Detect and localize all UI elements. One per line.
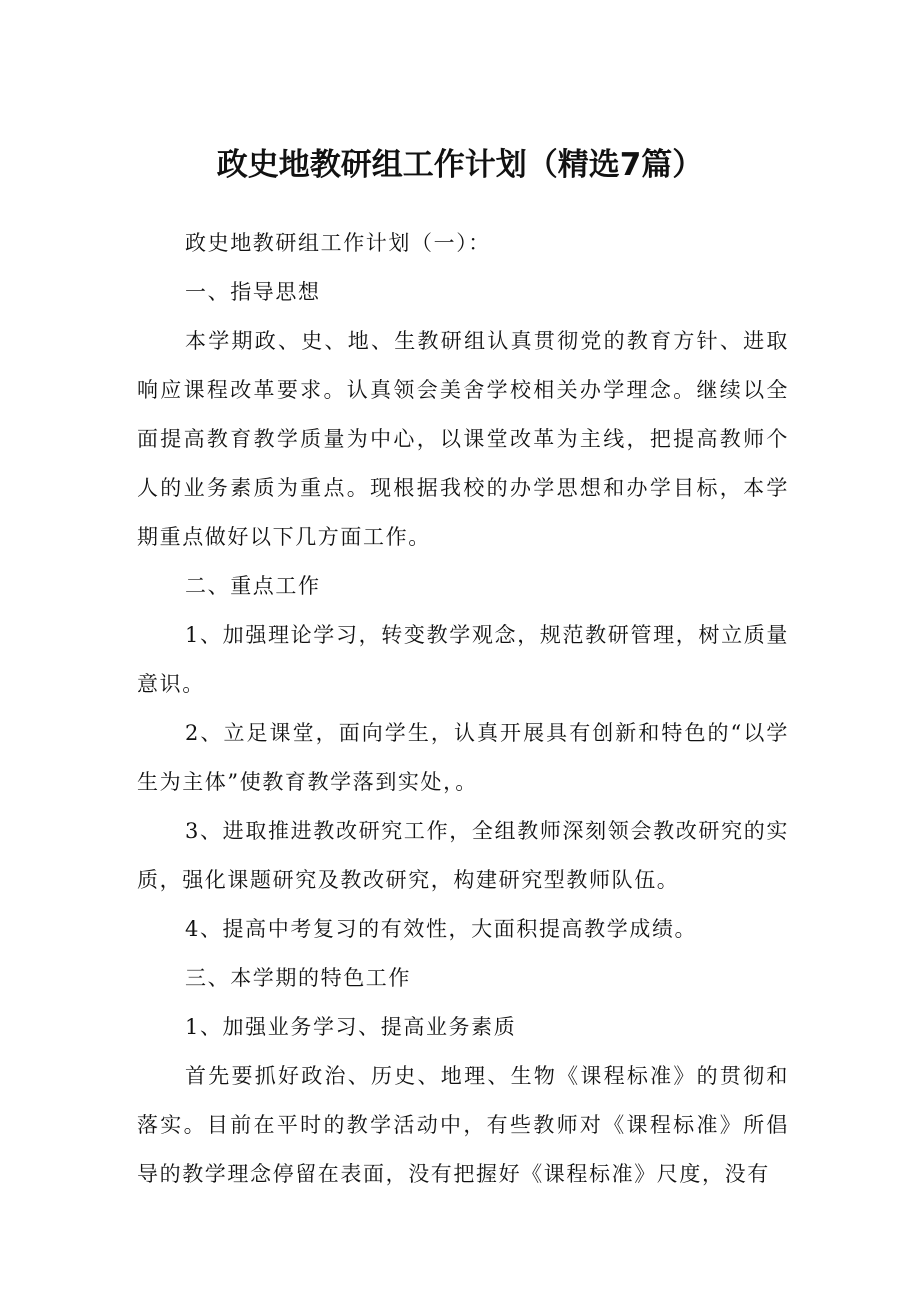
list-item: 1、加强业务学习、提高业务素质	[185, 1015, 517, 1039]
subheading: 三、本学期的特色工作	[185, 966, 411, 990]
document-body	[137, 219, 789, 1199]
list-item: 3、进取推进教改研究工作，全组教师深刻领会教改研究的实质，强化课题研究及教改研究，构建研究型教师队伍。	[137, 819, 789, 892]
paragraph: 首先要抓好政治、历史、地理、生物《课程标准》的贯彻和落实。目前在平时的教学活动中，有些教师对《课程标准》所倡导的教学理念停留在表面，没有把握好《课程标准》尺度，没有	[137, 1064, 789, 1186]
list-item: 2、立足课堂，面向学生，认真开展具有创新和特色的“以学生为主体”使教育教学落到实处，。	[137, 721, 789, 794]
document-title: 政史地教研组工作计划（精选7篇）	[216, 147, 704, 183]
list-item: 4、提高中考复习的有效性，大面积提高教学成绩。	[185, 917, 698, 941]
list-item: 1、加强理论学习，转变教学观念，规范教研管理，树立质量意识。	[137, 623, 789, 696]
subheading: 二、重点工作	[185, 574, 321, 598]
subheading: 一、指导思想	[185, 280, 321, 304]
section-heading: 政史地教研组工作计划（一）：	[185, 231, 491, 255]
paragraph: 本学期政、史、地、生教研组认真贯彻党的教育方针、进取响应课程改革要求。认真领会美舍学校相关办学理念。继续以全面提高教育教学质量为中心，以课堂改革为主线，把提高教师个人的业务素质为重点。现根据我校的办学思想和办学目标，本学期重点做好以下几方面工作。	[137, 329, 789, 549]
